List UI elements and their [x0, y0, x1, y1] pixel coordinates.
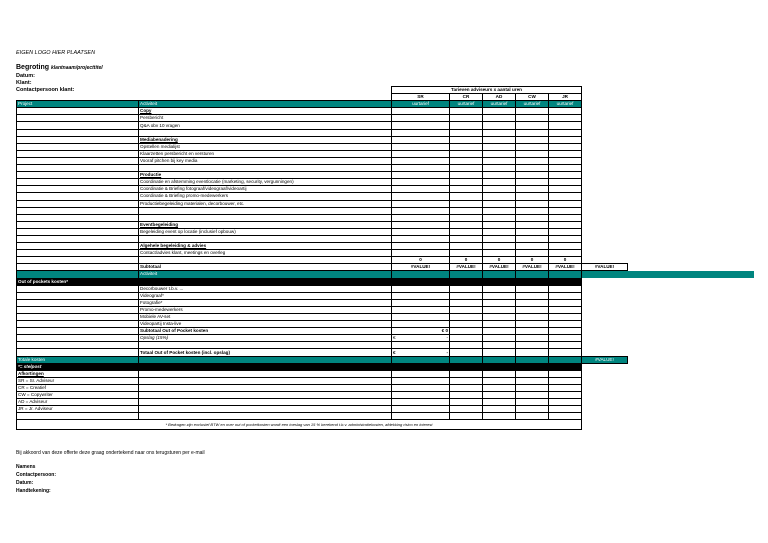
table-row	[17, 342, 755, 349]
tarieven-header: Tarieven adviseurs x aantal uren	[392, 87, 582, 94]
table-row	[17, 157, 755, 164]
column-header-row	[17, 101, 755, 108]
activity-cell: Q&A obv 10 vragen	[139, 122, 392, 129]
uurtarief-jr: uurtarief	[549, 101, 582, 108]
table-row	[17, 285, 755, 292]
header-klant: Klant:	[16, 80, 32, 86]
subtotaal-label: Subtotaal	[139, 264, 392, 271]
activity-cell: Opstellen medialijst	[139, 143, 392, 150]
table-row	[17, 214, 755, 221]
section-title-copy: Copy	[139, 108, 392, 115]
note-row	[17, 420, 755, 430]
table-row	[17, 186, 755, 193]
table-row	[17, 193, 755, 200]
totaal-oop-row	[17, 349, 755, 356]
abbr-row	[17, 392, 755, 399]
value-jr: #VALUE!	[549, 264, 582, 271]
table-row	[17, 250, 755, 257]
section-row	[17, 172, 755, 179]
zero-jr: 0	[549, 257, 582, 264]
header-contact: Contactpersoon klant:	[16, 87, 75, 93]
totaal-oop-dash: -	[446, 349, 448, 355]
subtotal-row	[17, 264, 755, 271]
activity-cell: Coordinatie & Briefing promo-medewerkers	[139, 193, 392, 200]
title-subtitle: klantnaam/projecttitel	[51, 65, 103, 71]
totale-kosten-value: #VALUE!	[582, 356, 628, 363]
oop-item: Mobiele AV-set	[139, 314, 392, 321]
zero-cw: 0	[516, 257, 549, 264]
section-row	[17, 221, 755, 228]
footer-datum: Datum:	[16, 480, 34, 486]
table-row	[17, 292, 755, 299]
oop-item: Videopartij Insta-live	[139, 321, 392, 328]
table-row	[17, 115, 755, 122]
totaal-oop-value	[392, 349, 450, 356]
abbr-item: SR = Sr. Adviseur	[17, 377, 139, 384]
oop-item: Promo-medewerkers	[139, 306, 392, 313]
role-cw: CW	[516, 94, 549, 101]
table-row	[17, 321, 755, 328]
opslag-value	[392, 335, 450, 342]
activity-cell: Coordinatie & Briefing fotograaf/videograaf/videoartij	[139, 186, 392, 193]
activity-cell: Begeleiding event op locatie (inclusief opbouw)	[139, 228, 392, 235]
activiteit-bar-row	[17, 271, 755, 278]
totaal-oop-euro: €	[393, 349, 396, 355]
value-total: #VALUE!	[582, 264, 628, 271]
totale-kosten-label: Totale kosten	[17, 356, 139, 363]
activity-cell: Contact/advies klant, meetings en overleg	[139, 250, 392, 257]
logo-placeholder: EIGEN LOGO HIER PLAATSEN	[16, 50, 96, 56]
value-cw: #VALUE!	[516, 264, 549, 271]
table-row	[17, 200, 755, 207]
section-title-productie: Productie	[139, 172, 392, 179]
zero-cr: 0	[450, 257, 483, 264]
uurtarief-ad: uurtarief	[483, 101, 516, 108]
totale-kosten-row	[17, 356, 755, 363]
zero-sr: 0	[392, 257, 450, 264]
opslag-dash: -	[446, 335, 448, 341]
table-row	[17, 165, 755, 172]
stelpost-row	[17, 363, 755, 370]
abbr-row	[17, 399, 755, 406]
table-row	[17, 207, 755, 214]
table-row	[17, 235, 755, 242]
project-header: Project	[17, 101, 139, 108]
stelpost-label: *= stelpost	[17, 363, 139, 370]
role-sr: SR	[392, 94, 450, 101]
table-row	[17, 129, 755, 136]
activity-cell: Persbericht	[139, 115, 392, 122]
activiteit-header: Activiteit	[139, 101, 392, 108]
table-row	[17, 122, 755, 129]
oop-item: Fotografie*	[139, 299, 392, 306]
footer-namens: Namens	[16, 464, 36, 470]
value-ad: #VALUE!	[483, 264, 516, 271]
uurtarief-cw: uurtarief	[516, 101, 549, 108]
zero-ad: 0	[483, 257, 516, 264]
role-cr: CR	[450, 94, 483, 101]
oop-item: Decorbouwer t.b.v. ...	[139, 285, 392, 292]
value-sr: #VALUE!	[392, 264, 450, 271]
budget-table	[16, 86, 755, 430]
abbr-item: CW = Copywriter	[17, 392, 139, 399]
abbr-row	[17, 384, 755, 391]
oop-subtotal-value: € 0	[392, 328, 450, 335]
section-row	[17, 136, 755, 143]
section-title-media: Mediabenadering	[139, 136, 392, 143]
section-row	[17, 108, 755, 115]
uurtarief-sr: uurtarief	[392, 101, 450, 108]
akkoord-text: Bij akkoord van deze offerte deze graag ondertekend naar ons terugsturen per e-mail	[16, 450, 205, 456]
table-row	[17, 314, 755, 321]
document-title	[16, 64, 103, 71]
table-row	[17, 143, 755, 150]
oop-item: Videograaf*	[139, 292, 392, 299]
roles-row	[17, 94, 755, 101]
activity-cell: Klaarzetten persbericht en versturen	[139, 150, 392, 157]
table-row	[17, 150, 755, 157]
oop-label: Out of pockets kosten*	[17, 278, 139, 285]
abbr-item: CR = Creatief	[17, 384, 139, 391]
afkortingen-row	[17, 370, 755, 377]
oop-header-row	[17, 278, 755, 285]
section-title-event: Eventbegeleiding	[139, 221, 392, 228]
table-row	[17, 299, 755, 306]
title-text: Begroting	[16, 64, 50, 71]
activity-cell: Coordinatie en afstemming eventlocatie (marketing, security, vergunningen)	[139, 179, 392, 186]
oop-subtotal-row	[17, 328, 755, 335]
table-row	[17, 228, 755, 235]
afkortingen-label: Afkortingen	[17, 370, 139, 377]
opslag-euro: €	[393, 335, 396, 341]
opslag-row	[17, 335, 755, 342]
totaal-oop-label: Totaal Out of Pocket kosten (incl. opslag)	[139, 349, 392, 356]
abbr-row	[17, 377, 755, 384]
table-row	[17, 306, 755, 313]
footer-contactpersoon: Contactpersoon:	[16, 472, 56, 478]
role-ad: AD	[483, 94, 516, 101]
table-row	[17, 413, 755, 420]
footer-handtekening: Handtekening:	[16, 488, 51, 494]
activity-cell: Productiebegeleiding materialen, decorbouwer, etc.	[139, 200, 392, 207]
section-title-algemeen: Algehele begeleiding & advies	[139, 243, 392, 250]
subtotal-zero-row	[17, 257, 755, 264]
activiteit-bar-label: Activiteit	[139, 271, 392, 278]
role-jr: JR	[549, 94, 582, 101]
header-datum: Datum:	[16, 73, 35, 79]
activity-cell: Vooraf pitchen bij key media	[139, 157, 392, 164]
abbr-item: AD = Adviseur	[17, 399, 139, 406]
abbr-row	[17, 406, 755, 413]
oop-subtotal-label: Subtotaal Out of Pocket kosten	[139, 328, 392, 335]
section-row	[17, 243, 755, 250]
abbr-item: JR = Jr. Adviseur	[17, 406, 139, 413]
table-row	[17, 179, 755, 186]
footnote: * Bedragen zijn exclusief BTW en over out of pocketkosten wordt een toeslag van 15 % berekend t.b.v. administratiekosten, afdekking risico en interest	[17, 420, 582, 430]
uurtarief-cr: uurtarief	[450, 101, 483, 108]
tarieven-header-row	[17, 87, 755, 94]
opslag-label: Opslag (15%)	[139, 335, 392, 342]
value-cr: #VALUE!	[450, 264, 483, 271]
